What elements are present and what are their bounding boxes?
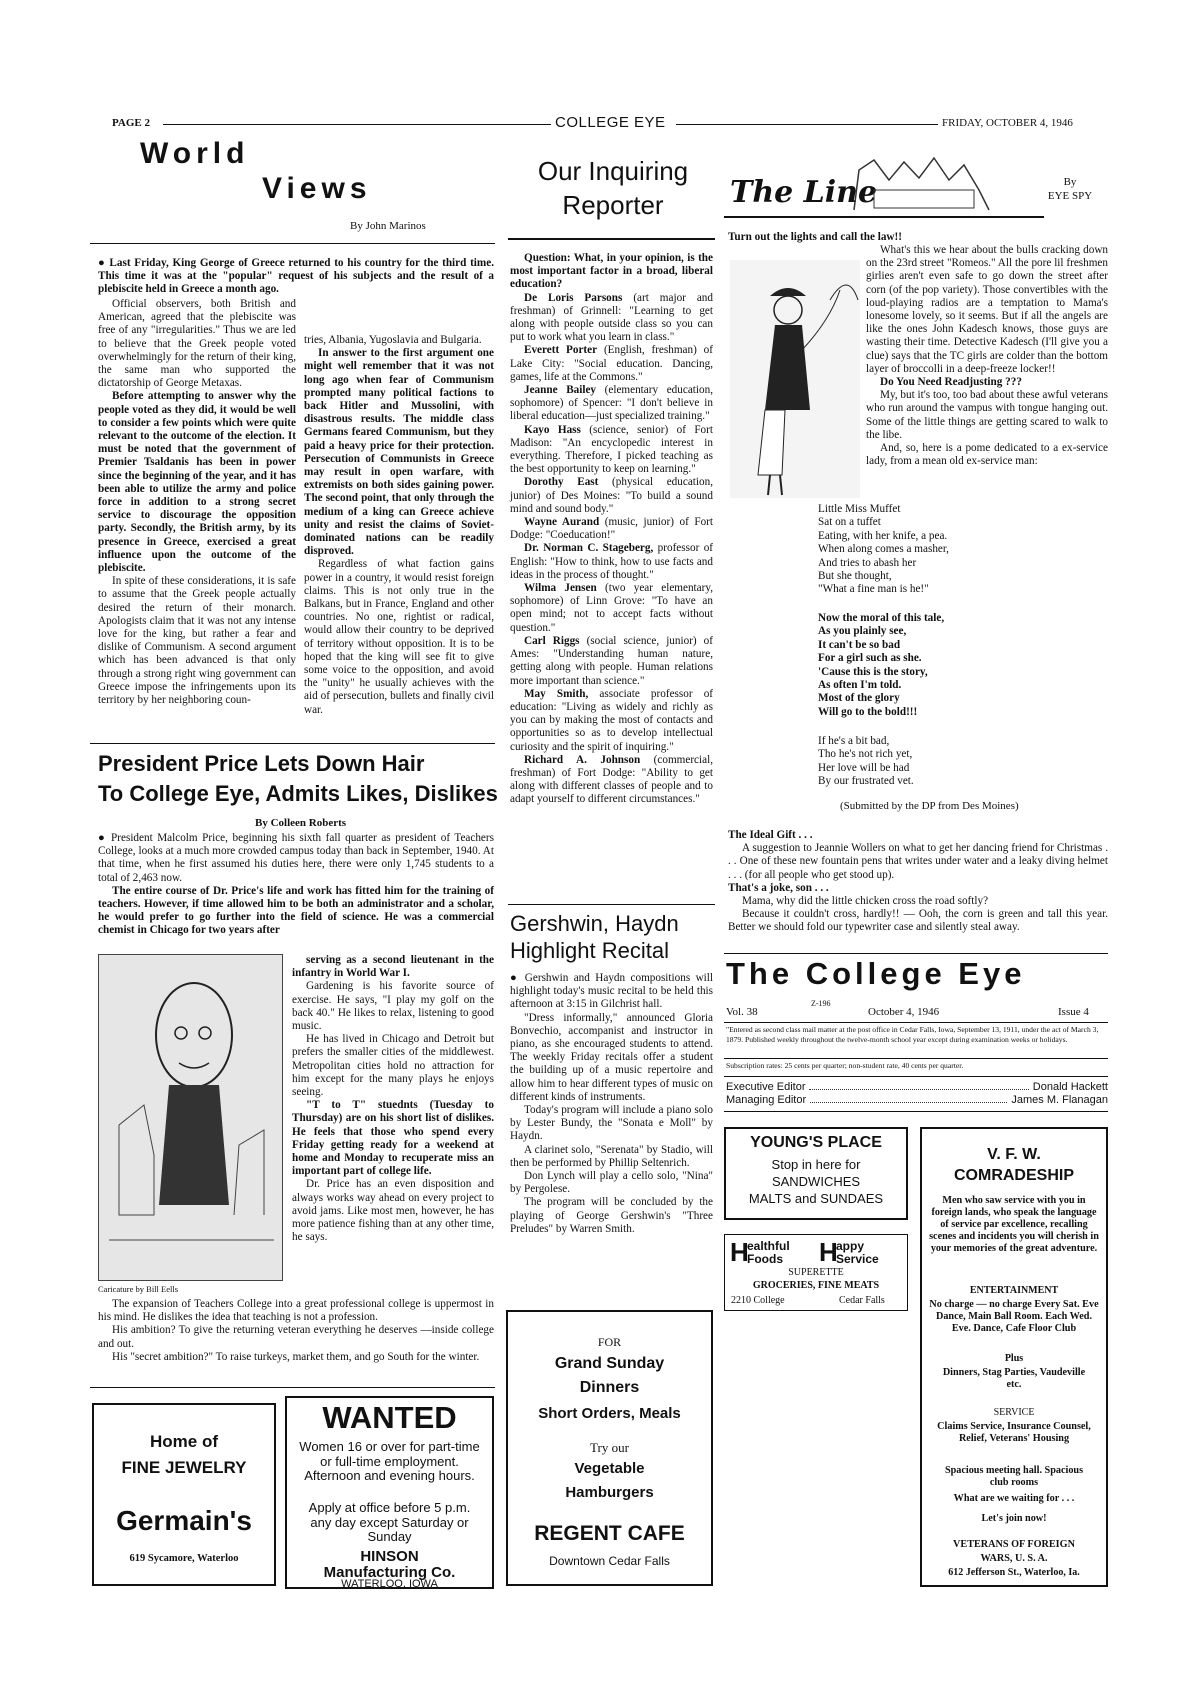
world-views-col2 xyxy=(304,334,494,717)
answer-text: (physical education, junior) of Des Moines: "To build a sound mind and sound body." xyxy=(510,476,714,515)
answer-text: associate professor of education: "Living as widely and richly as you can by making the most of contacts and opportunities so as to develop intellectual curiosity and the spirit of inquiring." xyxy=(510,687,714,753)
ad-germains xyxy=(92,1403,276,1586)
vfw-join: Let's join now! xyxy=(981,1513,1047,1524)
line-p3: And, so, here is a pome dedicated to a ex-service lady, from a mean old ex-service man: xyxy=(866,442,1108,468)
poem-stanza-2 xyxy=(818,612,944,719)
price-p10: His "secret ambition?" To raise turkeys, market them, and go South for the winter. xyxy=(112,1350,480,1363)
line-p2: My, but it's too, too bad about these awful veterans who run around the vampus with tongue hanging out. Some of the little things are getting scared to walk to the libe. xyxy=(866,389,1108,441)
page-number: PAGE 2 xyxy=(112,117,150,129)
line-kicker2: Do You Need Readjusting ??? xyxy=(880,376,1022,389)
hh-healthful: ealthful xyxy=(747,1239,790,1253)
world-views-col1 xyxy=(98,298,296,707)
germains-line1: Home of xyxy=(150,1432,218,1451)
reporter-body xyxy=(510,252,713,807)
youngs-line2: SANDWICHES xyxy=(771,1174,861,1189)
poem-line: Now the moral of this tale, xyxy=(818,612,945,624)
poem-line: Sat on a tuffet xyxy=(818,516,881,529)
poem-line: But she thought, xyxy=(818,570,892,583)
hh-big-h-1: H xyxy=(730,1237,749,1267)
reporter-answer xyxy=(510,754,713,807)
vfw-plus: Plus xyxy=(1004,1353,1024,1364)
reporter-answer xyxy=(510,476,713,516)
answer-name: Jeanne Bailey xyxy=(524,384,597,397)
recital-body xyxy=(510,972,713,1236)
line-kicker: Turn out the lights and call the law!! xyxy=(728,231,902,243)
world-views-title-2: Views xyxy=(262,172,372,205)
price-p2: The entire course of Dr. Price's life and work has fitted him for the training of teachers. However, if time allowed him to be both an administrator and a scholar, he would prefer to go further into the field of science. He was a commercial chemist in Chicago for two years after xyxy=(98,884,494,937)
poem-submitted: (Submitted by the DP from Des Moines) xyxy=(840,800,1019,812)
flag-date: October 4, 1946 xyxy=(868,1006,940,1018)
flag-rule-3 xyxy=(724,1058,1108,1059)
managing-leader xyxy=(810,1094,1007,1103)
cafe-line6: Hamburgers xyxy=(565,1484,654,1501)
answer-text: (commercial, freshman) of Fort Dodge: "Ability to get along with different classes of people and to adapt yourself to different circumstances." xyxy=(510,753,713,806)
answer-name: Everett Porter xyxy=(524,344,598,357)
hh-service: Service xyxy=(836,1252,879,1266)
world-views-rule xyxy=(90,243,495,244)
price-p7: Dr. Price has an even disposition and always works way ahead on every project to avoid jams. Like most men, however, he has more patience fishing than at any other time, he says. xyxy=(292,1178,494,1244)
reporter-answers xyxy=(510,292,713,807)
cafe-name: REGENT CAFE xyxy=(534,1522,685,1545)
price-p4: Gardening is his favorite source of exercise. He says, "I play my golf on the back 40." He likes to relax, listening to good music. xyxy=(292,980,494,1033)
vfw-title-2: COMRADESHIP xyxy=(953,1167,1074,1184)
vfw-service: SERVICE xyxy=(993,1407,1035,1418)
poem-line: For a girl such as she. xyxy=(818,652,922,665)
price-p9: His ambition? To give the returning veteran everything he deserves —inside college and out. xyxy=(98,1324,494,1350)
price-byline: By Colleen Roberts xyxy=(255,817,347,829)
ad-vfw xyxy=(920,1127,1108,1587)
flag-top-rule xyxy=(724,953,1108,954)
exec-leader xyxy=(809,1081,1028,1090)
cafe-line3: Short Orders, Meals xyxy=(538,1405,681,1422)
price-p8: The expansion of Teachers College into a great professional college is uppermost in his mind. He dislikes the idea that teaching is not a profession. xyxy=(98,1298,494,1324)
answer-name: Kayo Hass xyxy=(524,423,581,436)
hh-city: Cedar Falls xyxy=(839,1295,885,1306)
answer-text: (science, senior) of Fort Madison: "An encyclopedic interest in everything. Therefore, I picked teaching as the best opportunity to keep on learning." xyxy=(510,423,713,476)
hh-address: 2210 College xyxy=(731,1295,785,1306)
svg-text:The Line: The Line xyxy=(730,175,878,210)
recital-p2: "Dress informally," announced Gloria Bonvechio, accompanist and instructor in piano, as she encouraged students to attend. The weekly Friday recitals offer a student the building up of a music repertoire and allow him to hear different types of music on different kinds of instruments. xyxy=(510,1011,713,1103)
exec-label: Executive Editor xyxy=(726,1081,806,1093)
germains-address: 619 Sycamore, Waterloo xyxy=(129,1553,239,1564)
poem-stanza-2-lines xyxy=(818,612,944,719)
price-top-rule xyxy=(90,743,495,744)
managing-label: Managing Editor xyxy=(726,1094,807,1106)
vfw-footer-1: VETERANS OF FOREIGN xyxy=(953,1539,1075,1550)
masthead-rule-left xyxy=(163,124,551,125)
hh-foods: Foods xyxy=(747,1252,783,1266)
answer-text: (elementary education, sophomore) of Spencer: "I don't believe in liberal education—just specialized training." xyxy=(510,384,713,423)
managing-name: James M. Flanagan xyxy=(1011,1094,1108,1106)
caricature-drawing xyxy=(99,955,282,1280)
reporter-rule xyxy=(508,238,715,240)
flag-code: Z-196 xyxy=(811,999,831,1008)
exec-name: Donald Hackett xyxy=(1032,1081,1108,1093)
flag-exec-row xyxy=(726,1081,1108,1093)
flag-volume: Vol. 38 xyxy=(726,1006,758,1018)
hh-groceries: GROCERIES, FINE MEATS xyxy=(752,1280,880,1291)
hh-big-h-2: H xyxy=(819,1237,838,1267)
price-bottom-text xyxy=(98,1298,494,1364)
answer-name: Wilma Jensen xyxy=(524,582,597,595)
reporter-answer xyxy=(510,688,713,754)
world-views-p-spite: In spite of these considerations, it is safe to assume that the Greek people actually desired the return of their monarch. Apologists claim that it was not any intense love for the king, but rather a fear and dislike of Communism. A second argument which has been advanced is that only through a strong right wing government can Greece impose the infringements upon its territory by her neighboring coun- xyxy=(98,575,296,707)
poem-line: As often I'm told. xyxy=(818,679,902,692)
world-views-p-col2a: tries, Albania, Yugoslavia and Bulgaria. xyxy=(304,334,482,346)
line-author: EYE SPY xyxy=(1047,190,1093,202)
recital-title-2: Highlight Recital xyxy=(510,938,669,963)
wanted-apply: Apply at office before 5 p.m. any day except Saturday or Sunday xyxy=(308,1500,471,1544)
hh-happy: appy xyxy=(836,1239,865,1253)
answer-name: Dorothy East xyxy=(524,476,599,489)
vfw-entertainment-body: No charge — no charge Every Sat. Eve Dance, Main Ball Room. Each Wed. Eve. Dance, Cafe Floor Club xyxy=(929,1299,1099,1334)
reporter-title-1: Our Inquiring xyxy=(537,156,689,186)
cafe-line2: Dinners xyxy=(579,1379,640,1396)
world-views-lead xyxy=(98,257,494,297)
poem-line: Most of the glory xyxy=(818,692,900,705)
price-headline-2: To College Eye, Admits Likes, Dislikes xyxy=(98,781,498,806)
answer-text: professor of English: "How to think, how to use facts and ideas in the process of thought." xyxy=(510,542,714,581)
joke-1: Mama, why did the little chicken cross the road softly? xyxy=(742,895,989,908)
wanted-company-2: Manufacturing Co. xyxy=(323,1564,456,1581)
answer-name: May Smith, xyxy=(524,687,589,700)
poem-line: Her love will be had xyxy=(818,761,910,774)
caricature-image xyxy=(98,954,283,1281)
reporter-answer xyxy=(510,516,713,542)
world-views-p-col2b: In answer to the first argument one might well remember that it was not long ago when fear of Communism prompted many political factions to back Hitler and Mussolini, with disastrous results. The middle class Germans feared Communism, but they paid a heavy price for their protection. Persecution of Communists in Greece may result in open warfare, with extremists on both sides gaining power. The second point, that only through the medium of a king can Greece achieve unity and resist the claims of Soviet-dominated nations can be readily disproved. xyxy=(304,347,494,558)
poem-stanza-1-lines xyxy=(818,503,949,597)
cafe-line1: Grand Sunday xyxy=(554,1355,665,1372)
vfw-plus-body: Dinners, Stag Parties, Vaudeville etc. xyxy=(942,1367,1086,1390)
line-logo-banner xyxy=(724,150,1044,218)
poem-line: "What a fine man is he!" xyxy=(818,583,929,596)
poem-line: By our frustrated vet. xyxy=(818,775,914,788)
recital-p6: The program will be concluded by the playing of George Gershwin's "Three Preludes" by Warren Smith. xyxy=(510,1196,713,1235)
answer-name: Carl Riggs xyxy=(524,634,580,647)
page-date: FRIDAY, OCTOBER 4, 1946 xyxy=(942,117,1073,129)
joke-2: Because it couldn't cross, hardly!! — Ooh, the corn is green and tall this year. Better we should fold our typewriter case and silently steal away. xyxy=(728,908,1108,934)
poem-line: If he's a bit bad, xyxy=(818,735,890,747)
wanted-title: WANTED xyxy=(322,1400,457,1435)
gift-text: A suggestion to Jeannie Wollers on what to get her dancing friend for Christmas . . . One of these new fountain pens that writes under water and a leaky diving helmet . . . (for all people who get stood up). xyxy=(728,842,1108,881)
vfw-hall: Spacious meeting hall. Spacious club rooms xyxy=(944,1465,1084,1488)
price-p3: serving as a second lieutenant in the infantry in World War I. xyxy=(292,954,494,980)
poem-line: It can't be so bad xyxy=(818,638,901,651)
answer-name: Richard A. Johnson xyxy=(524,753,641,766)
masthead-rule-right xyxy=(676,124,938,125)
wanted-company-1: HINSON xyxy=(360,1548,419,1565)
world-views-byline: By John Marinos xyxy=(350,220,426,232)
flag-title: The College Eye xyxy=(726,956,1026,991)
world-views-lead-text: ● Last Friday, King George of Greece returned to his country for the third time. This time it was at the "popular" request of his subjects and the result of a plebiscite held in Greece a month ago. xyxy=(98,257,494,297)
poem-line: Eating, with her knife, a pea. xyxy=(818,529,948,542)
recital-p4: A clarinet solo, "Serenata" by Stadio, will then be performed by Phillip Seltenrich. xyxy=(510,1143,713,1169)
flag-bottom-rule xyxy=(724,1111,1108,1112)
poem-stanza-3 xyxy=(818,735,914,789)
recital-p5: Don Lynch will play a cello solo, "Nina" by Pergolese. xyxy=(510,1170,713,1196)
reporter-answer xyxy=(510,542,713,582)
gift-head: The Ideal Gift . . . xyxy=(728,829,813,841)
cafe-line4: Try our xyxy=(590,1440,629,1455)
recital-p1: ● Gershwin and Haydn compositions will highlight today's music recital to be held this afternoon at 3:15 in Gilchrist hall. xyxy=(510,972,713,1012)
line-logo-art xyxy=(724,150,1044,216)
line-by: By xyxy=(1063,176,1077,188)
world-views-p-official: Official observers, both British and American, agreed that the plebiscite was free of any "irregularities." Thus we are led to believe that the Greek people voted overwhelmingly for the return of their king, the same man who supported the dictatorship of George Metaxas. xyxy=(98,298,296,390)
world-views-title-1: World xyxy=(140,137,250,170)
vfw-intro: Men who saw service with you in foreign lands, who speak the language of service par excellence, recalling scenes and incidents you will cherish in your memories of the great adventure. xyxy=(929,1195,1099,1254)
world-views-p-before: Before attempting to answer why the people voted as they did, it would be well to consider a few points which were quite relevant to the outcome of the election. It must be noted that the government of Premier Tsaldanis has been in power since the beginning of the year, and it has been able to utilize the army and police force in addition to a strong secret service to discourage the opposition party. Secondly, the British army, by its presence in Greece, exercised a great influence upon the outcome of the plebiscite. xyxy=(98,390,296,575)
price-p5: He has lived in Chicago and Detroit but prefers the smaller cities of the middlewest. Metropolitan cities hold no attraction for him except for the many plays he enjoys seeing. xyxy=(292,1033,494,1099)
angel-illustration xyxy=(730,260,860,498)
answer-name: Wayne Aurand xyxy=(524,516,600,529)
recital-p3: Today's program will include a piano solo by Lester Bundy, the "Sonata e Moll" by Haydn. xyxy=(510,1104,713,1143)
ad-healthful-foods xyxy=(724,1234,908,1311)
answer-text: (art major and freshman) of Grinnell: "Learning to get along with people outside class so you can put to work what you learn in class." xyxy=(510,291,713,344)
answer-text: (music, junior) of Fort Dodge: "Coeducation!" xyxy=(510,516,713,542)
paper-name: COLLEGE EYE xyxy=(555,114,666,131)
hh-superette: SUPERETTE xyxy=(788,1267,844,1278)
vfw-address: 612 Jefferson St., Waterloo, Ia. xyxy=(948,1567,1080,1578)
price-lead: ● President Malcolm Price, beginning his sixth fall quarter as president of Teachers College, looks at a much more crowded campus today than back in September, 1940. At that time, when he first assumed his duties here, there were only 1,745 students to a total of 2,463 now. xyxy=(98,832,494,885)
vfw-service-body: Claims Service, Insurance Counsel, Relief, Veterans' Housing xyxy=(937,1421,1091,1444)
reporter-answer xyxy=(510,424,713,477)
poem-stanza-3-lines xyxy=(818,735,914,789)
cafe-for: FOR xyxy=(597,1335,622,1349)
answer-text: (English, freshman) of Lake City: "Social education. Dancing, games, life at the Commons." xyxy=(510,344,713,383)
poem-line: 'Cause this is the story, xyxy=(818,665,928,678)
vfw-title-1: V. F. W. xyxy=(987,1146,1041,1163)
poem-line: Will go to the bold!!! xyxy=(818,705,918,718)
poem-line: And tries to abash her xyxy=(818,556,917,569)
flag-rule-2 xyxy=(724,1022,1108,1023)
poem-line: As you plainly see, xyxy=(818,625,907,638)
reporter-answer xyxy=(510,635,713,688)
line-p1-text: What's this we hear about the bulls cracking down on the 23rd street "Romeos." All the pore lil freshmen girlies aren't even safe to go down the street after corn (of the pop variety). Those convertibles with the loud-playing radios are a temptation to Mama's lonesome lovely, so it seems. But if all the angels are like the ones John Kadesch knows, those guys are wasting their time. Detective Kadesch (I'll give you a clue) says that the TC girls are colder than the bottom layer of broccolli in a deep-freeze locker!! xyxy=(866,244,1108,375)
price-p6: "T to T" stuednts (Tuesday to Thursday) are on his short list of dislikes. He feels that those who spend every Friday getting ready for a weekend at home and Monday to recuperate miss an important part of college life. xyxy=(292,1099,494,1178)
poem-line: Little Miss Muffet xyxy=(818,503,901,515)
price-top-text xyxy=(98,832,494,938)
youngs-name: YOUNG'S PLACE xyxy=(750,1134,882,1151)
reporter-answer xyxy=(510,344,713,384)
germains-name: Germain's xyxy=(116,1505,252,1536)
reporter-answer xyxy=(510,292,713,345)
recital-title-1: Gershwin, Haydn xyxy=(510,911,679,936)
answer-name: Dr. Norman C. Stageberg, xyxy=(524,542,654,555)
reporter-answer xyxy=(510,582,713,635)
price-headline-1: President Price Lets Down Hair xyxy=(98,751,425,776)
answer-name: De Loris Parsons xyxy=(524,291,623,304)
vfw-footer-2: WARS, U. S. A. xyxy=(980,1553,1048,1564)
poem-line: Tho he's not rich yet, xyxy=(818,748,913,761)
world-views-p-col2c: Regardless of what faction gains power in a country, it would resist foreign claims. This is not only true in the Balkans, but in France, England and other countries. No one, rightist or radical, would allow their country to be deprived of territory without opposition. It is to be hoped that the king will see fit to give some voice to the opposition, and avoid the "unity" he usually achieves with the aid of persecution, bullets and finally civil war. xyxy=(304,558,494,716)
vfw-entertainment: ENTERTAINMENT xyxy=(969,1285,1059,1296)
reporter-answer xyxy=(510,384,713,424)
flag-entered: "Entered as second class mail matter at the post office in Cedar Falls, Iowa, September 13, 1911, under the act of March 3, 1879. Published weekly throughout the twelve-month school year except during examination weeks or holidays. xyxy=(726,1025,1099,1044)
flag-rates: Subscription rates: 25 cents per quarter; non-student rate, 40 cents per quarter. xyxy=(726,1061,964,1070)
ad-youngs-place xyxy=(724,1127,908,1220)
cafe-line5: Vegetable xyxy=(574,1460,645,1477)
price-right-col xyxy=(292,954,494,1244)
flag-rule-4 xyxy=(724,1076,1108,1077)
angel-drawing xyxy=(730,260,860,498)
poem-stanza-1 xyxy=(818,503,949,597)
price-bottom-rule xyxy=(90,1387,495,1388)
cafe-location: Downtown Cedar Falls xyxy=(549,1554,670,1568)
flag-issue: Issue 4 xyxy=(1058,1006,1089,1018)
flag-managing-row xyxy=(726,1094,1108,1106)
reporter-title-2: Reporter xyxy=(562,190,664,220)
line-gift-section xyxy=(728,829,1108,935)
line-col-narrow xyxy=(866,244,1108,468)
joke-head: That's a joke, son . . . xyxy=(728,881,829,894)
germains-line2: FINE JEWELRY xyxy=(121,1458,247,1477)
answer-text: (social science, junior) of Ames: "Understanding human nature, getting along with people. Human relations more important than science." xyxy=(510,634,714,687)
ad-wanted xyxy=(285,1396,494,1589)
youngs-line3: MALTS and SUNDAES xyxy=(748,1191,884,1206)
vfw-waiting: What are we waiting for . . . xyxy=(953,1493,1075,1504)
wanted-body: Women 16 or over for part-time or full-time employment. Afternoon and evening hours. xyxy=(299,1439,480,1483)
recital-rule xyxy=(508,904,715,905)
reporter-question: Question: What, in your opinion, is the most important factor in a broad, liberal education? xyxy=(510,252,713,291)
caricature-caption: Caricature by Bill Eells xyxy=(98,1284,179,1294)
ad-regent-cafe xyxy=(506,1310,713,1586)
youngs-line1: Stop in here for xyxy=(771,1157,861,1172)
wanted-city: WATERLOO, IOWA xyxy=(341,1578,438,1590)
answer-text: (two year elementary, sophomore) of Linn Grove: "To have an open mind; not to accept facts without question." xyxy=(510,582,714,634)
poem-line: When along comes a masher, xyxy=(818,543,949,556)
